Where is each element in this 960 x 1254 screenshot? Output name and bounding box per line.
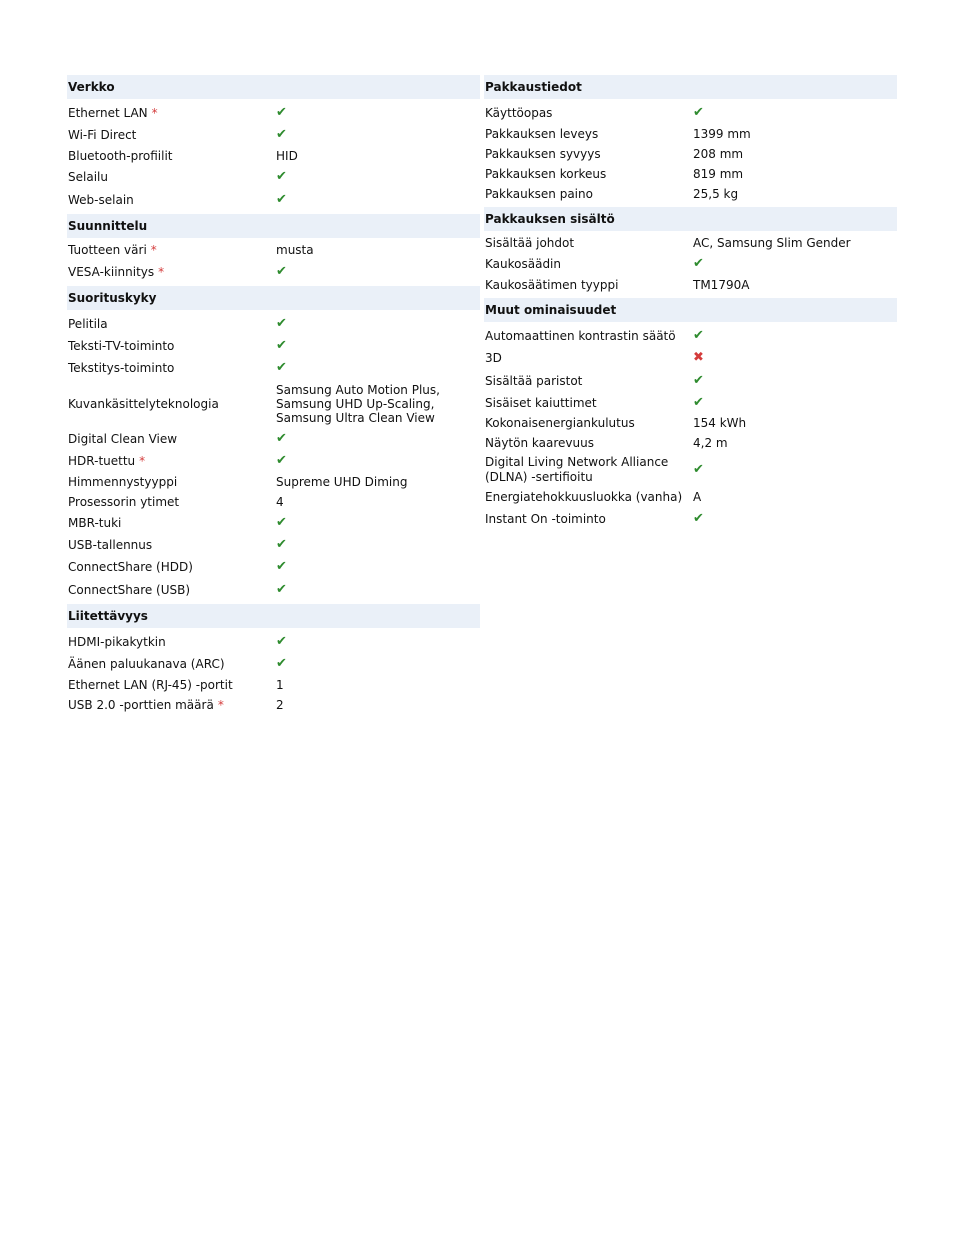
spec-label (68, 635, 276, 649)
required-asterisk-icon: * (217, 698, 224, 712)
spec-label (68, 678, 276, 692)
checkmark-icon: ✔ (276, 104, 287, 120)
spec-row (484, 507, 897, 530)
checkmark-icon: ✔ (276, 191, 287, 207)
required-asterisk-icon: * (139, 454, 146, 468)
checkmark-icon: ✔ (693, 510, 704, 526)
section-heading: Liitettävyys (67, 604, 480, 628)
spec-label-text: Kaukosäädin (485, 257, 561, 271)
spec-label-text: 3D (485, 351, 502, 365)
spec-row (484, 324, 897, 347)
spec-label-text: Selailu (68, 170, 108, 184)
section-verkko (67, 75, 480, 214)
spec-label-text: HDMI-pikakytkin (68, 634, 166, 649)
spec-value: musta (276, 243, 314, 257)
spec-label-text: Kokonaisenergiankulutus (485, 416, 635, 430)
spec-label (68, 516, 276, 530)
spec-label-text: HDR-tuettu (68, 454, 136, 468)
spec-value: 4 (276, 495, 284, 509)
spec-row (67, 357, 480, 379)
section-heading: Verkko (67, 75, 480, 99)
spec-label (68, 432, 276, 446)
checkmark-icon: ✔ (276, 127, 287, 142)
spec-label-text: VESA-kiinnitys (68, 264, 155, 279)
checkmark-icon: ✔ (693, 104, 704, 120)
checkmark-icon: ✔ (276, 581, 287, 597)
spec-row (67, 379, 480, 428)
spec-label-text: Bluetooth-profiilit (68, 149, 173, 163)
checkmark-icon: ✔ (276, 515, 287, 530)
spec-label-text: Wi-Fi Direct (68, 128, 137, 142)
required-asterisk-icon: * (151, 105, 158, 120)
spec-row (484, 164, 897, 184)
spec-label-text: Pakkauksen syvyys (485, 147, 601, 161)
spec-row (67, 578, 480, 601)
spec-label (68, 560, 276, 574)
spec-label-text: Instant On -toiminto (485, 511, 606, 526)
spec-row (484, 453, 897, 487)
spec-row (484, 144, 897, 164)
checkmark-icon: ✔ (276, 338, 287, 353)
spec-label (485, 455, 693, 485)
spec-label (68, 361, 276, 375)
spec-label (485, 351, 693, 365)
spec-label-text: Digital Clean View (68, 432, 178, 446)
section-suunnittelu (67, 214, 480, 286)
spec-label (485, 436, 693, 450)
checkmark-icon: ✔ (276, 656, 287, 671)
spec-label (68, 475, 276, 489)
spec-label-text: Tekstitys-toiminto (68, 361, 175, 375)
spec-label-text: Pelitila (68, 316, 108, 331)
spec-label (485, 106, 693, 120)
checkmark-icon: ✔ (693, 256, 704, 271)
checkmark-icon: ✔ (276, 360, 287, 375)
spec-row (67, 450, 480, 472)
spec-row (67, 260, 480, 283)
spec-value: AC, Samsung Slim Gender (693, 236, 851, 250)
spec-label (485, 490, 693, 504)
checkmark-icon: ✔ (276, 537, 287, 552)
spec-label-text: ConnectShare (HDD) (68, 560, 193, 574)
spec-label-text: Prosessorin ytimet (68, 495, 180, 509)
spec-label-text: Näytön kaarevuus (485, 436, 594, 450)
section-heading: Suunnittelu (67, 214, 480, 238)
spec-label (68, 106, 276, 120)
spec-label (68, 657, 276, 671)
spec-label (485, 278, 693, 292)
cross-icon: ✖ (693, 350, 704, 365)
spec-label (68, 317, 276, 331)
spec-label (68, 149, 276, 163)
spec-row (484, 275, 897, 295)
checkmark-icon: ✔ (693, 394, 704, 410)
spec-label-text: Äänen paluukanava (ARC) (68, 657, 225, 671)
spec-row (67, 312, 480, 335)
spec-row (67, 653, 480, 675)
checkmark-icon: ✔ (276, 559, 287, 574)
spec-label (68, 397, 276, 411)
section-suorituskyky (67, 286, 480, 604)
spec-row (484, 253, 897, 275)
right-spec-column (484, 75, 897, 533)
spec-row (484, 487, 897, 507)
checkmark-icon: ✔ (276, 431, 287, 446)
spec-row (67, 428, 480, 450)
spec-row (484, 433, 897, 453)
spec-label (68, 170, 276, 184)
spec-row (484, 347, 897, 369)
spec-row (67, 695, 480, 715)
spec-label-text: Automaattinen kontrastin säätö (485, 328, 676, 343)
spec-label (68, 243, 276, 257)
spec-row (67, 335, 480, 357)
spec-row (67, 101, 480, 124)
spec-label (485, 257, 693, 271)
required-asterisk-icon: * (158, 264, 165, 279)
spec-row (67, 675, 480, 695)
spec-label-text: Kuvankäsittelyteknologia (68, 396, 219, 411)
spec-label (485, 147, 693, 161)
spec-value: Supreme UHD Diming (276, 475, 408, 489)
spec-row (484, 369, 897, 392)
spec-value: 208 mm (693, 147, 744, 161)
spec-row (484, 184, 897, 204)
section-liitettävyys (67, 604, 480, 718)
spec-value: 1399 mm (693, 127, 751, 141)
spec-label (68, 454, 276, 468)
section-muut-ominaisuudet (484, 298, 897, 533)
spec-label (68, 538, 276, 552)
section-heading: Pakkaustiedot (484, 75, 897, 99)
spec-label-text: Sisältää paristot (485, 373, 583, 388)
spec-label-text: Pakkauksen korkeus (485, 167, 607, 181)
section-heading: Suorituskyky (67, 286, 480, 310)
section-heading: Muut ominaisuudet (484, 298, 897, 322)
spec-row (67, 146, 480, 166)
spec-row (484, 392, 897, 413)
checkmark-icon: ✔ (693, 462, 704, 477)
spec-row (484, 124, 897, 144)
spec-label-text: Käyttöopas (485, 105, 553, 120)
spec-row (67, 492, 480, 512)
spec-label (485, 374, 693, 388)
spec-value: 1 (276, 678, 284, 692)
spec-label-text: Himmennystyyppi (68, 475, 178, 489)
section-pakkauksen-sisältö (484, 207, 897, 298)
checkmark-icon: ✔ (693, 372, 704, 388)
spec-label (485, 416, 693, 430)
checkmark-icon: ✔ (276, 633, 287, 649)
spec-label-text: Pakkauksen paino (485, 187, 593, 201)
spec-label (485, 127, 693, 141)
spec-row (484, 101, 897, 124)
spec-label (485, 167, 693, 181)
left-spec-column (67, 75, 480, 718)
spec-label (68, 265, 276, 279)
checkmark-icon: ✔ (276, 315, 287, 331)
spec-row (67, 630, 480, 653)
spec-label (68, 495, 276, 509)
spec-row (67, 556, 480, 578)
spec-label-text: Sisäiset kaiuttimet (485, 395, 597, 410)
checkmark-icon: ✔ (276, 263, 287, 279)
checkmark-icon: ✔ (276, 169, 287, 184)
spec-label-text: USB-tallennus (68, 538, 153, 552)
spec-value: 4,2 m (693, 436, 728, 450)
spec-label (68, 583, 276, 597)
section-heading: Pakkauksen sisältö (484, 207, 897, 231)
spec-label (485, 329, 693, 343)
spec-value: 2 (276, 698, 284, 712)
required-asterisk-icon: * (150, 243, 157, 257)
spec-row (67, 472, 480, 492)
spec-row (484, 413, 897, 433)
spec-label-text: Kaukosäätimen tyyppi (485, 278, 619, 292)
spec-label-text: Digital Living Network Alliance (DLNA) -sertifioitu (485, 455, 669, 484)
spec-value: HID (276, 149, 298, 163)
spec-row (67, 240, 480, 260)
spec-label (68, 193, 276, 207)
spec-row (484, 233, 897, 253)
spec-label-text: MBR-tuki (68, 516, 122, 530)
spec-label-text: USB 2.0 -porttien määrä (68, 698, 214, 712)
spec-value: TM1790A (693, 278, 750, 292)
spec-value: 25,5 kg (693, 187, 739, 201)
spec-label-text: Web-selain (68, 192, 134, 207)
spec-row (67, 124, 480, 146)
spec-row (67, 166, 480, 188)
spec-label-text: Ethernet LAN (RJ-45) -portit (68, 678, 233, 692)
spec-label (485, 512, 693, 526)
spec-value: 819 mm (693, 167, 744, 181)
spec-label-text: Ethernet LAN (68, 105, 148, 120)
spec-row (67, 512, 480, 534)
spec-value: Samsung Auto Motion Plus, Samsung UHD Up-Scaling, Samsung Ultra Clean View (276, 382, 440, 425)
spec-label (68, 339, 276, 353)
spec-label-text: Sisältää johdot (485, 236, 575, 250)
spec-value: A (693, 490, 702, 504)
spec-label (485, 396, 693, 410)
spec-row (67, 534, 480, 556)
spec-row (67, 188, 480, 211)
spec-label-text: Tuotteen väri (68, 243, 147, 257)
checkmark-icon: ✔ (693, 327, 704, 343)
checkmark-icon: ✔ (276, 453, 287, 468)
spec-label-text: ConnectShare (USB) (68, 582, 191, 597)
spec-label (68, 128, 276, 142)
spec-label-text: Teksti-TV-toiminto (68, 339, 175, 353)
spec-label-text: Pakkauksen leveys (485, 127, 599, 141)
spec-label (485, 236, 693, 250)
spec-label (68, 698, 276, 712)
spec-label (485, 187, 693, 201)
spec-value: 154 kWh (693, 416, 747, 430)
section-pakkaustiedot (484, 75, 897, 207)
spec-label-text: Energiatehokkuusluokka (vanha) (485, 490, 683, 504)
